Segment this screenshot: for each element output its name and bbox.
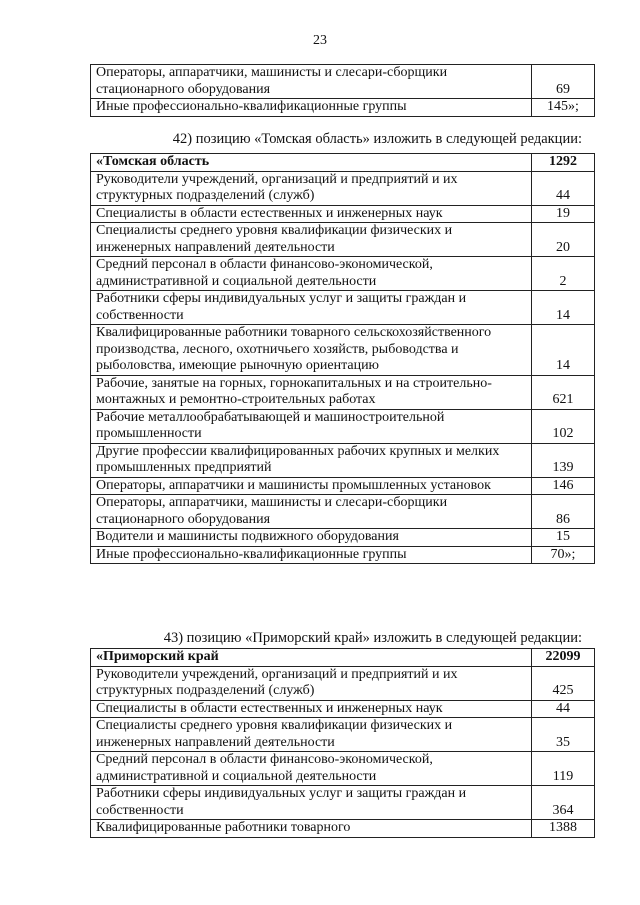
table-row bbox=[91, 529, 595, 547]
row-label: Операторы, аппаратчики, машинисты и слесари-сборщики стационарного оборудования bbox=[91, 65, 532, 99]
row-value: 14 bbox=[532, 325, 595, 376]
table-row bbox=[91, 409, 595, 443]
table-row bbox=[91, 171, 595, 205]
row-label: Операторы, аппаратчики и машинисты промышленных установок bbox=[91, 477, 532, 495]
row-value: 102 bbox=[532, 409, 595, 443]
region-total: 1292 bbox=[532, 154, 595, 172]
table-header-row bbox=[91, 649, 595, 667]
page-number: 23 bbox=[313, 33, 327, 48]
tomsk-table bbox=[90, 153, 595, 564]
row-label: Специалисты среднего уровня квалификации физических и инженерных направлений деятельности bbox=[91, 223, 532, 257]
table-row bbox=[91, 786, 595, 820]
table-row bbox=[91, 223, 595, 257]
row-label: Руководители учреждений, организаций и предприятий и их структурных подразделений (служб) bbox=[91, 666, 532, 700]
row-value: 35 bbox=[532, 718, 595, 752]
row-value: 364 bbox=[532, 786, 595, 820]
row-label: Работники сферы индивидуальных услуг и защиты граждан и собственности bbox=[91, 786, 532, 820]
table-row bbox=[91, 820, 595, 838]
table-row bbox=[91, 666, 595, 700]
region-name: «Приморский край bbox=[91, 649, 532, 667]
table-row bbox=[91, 205, 595, 223]
row-label: Специалисты в области естественных и инженерных наук bbox=[91, 205, 532, 223]
row-value: 2 bbox=[532, 257, 595, 291]
table-row bbox=[91, 291, 595, 325]
top-table bbox=[90, 64, 595, 117]
table-header-row bbox=[91, 154, 595, 172]
table-row bbox=[91, 495, 595, 529]
row-label: Рабочие металлообрабатывающей и машиностроительной промышленности bbox=[91, 409, 532, 443]
row-label: Иные профессионально-квалификационные группы bbox=[91, 99, 532, 117]
row-value: 20 bbox=[532, 223, 595, 257]
table-row bbox=[91, 325, 595, 376]
table-row bbox=[91, 718, 595, 752]
row-label: Другие профессии квалифицированных рабочих крупных и мелких промышленных предприятий bbox=[91, 443, 532, 477]
region-total: 22099 bbox=[532, 649, 595, 667]
row-label: Квалифицированные работники товарного сельскохозяйственного производства, лесного, охотничьего хозяйств, рыбоводства и рыболовства, имеющие рыночную ориентацию bbox=[91, 325, 532, 376]
row-label: Специалисты в области естественных и инженерных наук bbox=[91, 700, 532, 718]
paragraph-text: 43) позицию «Приморский край» изложить в следующей редакции: bbox=[163, 630, 582, 646]
row-label: Операторы, аппаратчики, машинисты и слесари-сборщики стационарного оборудования bbox=[91, 495, 532, 529]
row-label: Квалифицированные работники товарного bbox=[91, 820, 532, 838]
table-row bbox=[91, 375, 595, 409]
row-value: 119 bbox=[532, 752, 595, 786]
table-row bbox=[91, 257, 595, 291]
row-value: 69 bbox=[532, 65, 595, 99]
row-label: Рабочие, занятые на горных, горнокапитальных и на строительно-монтажных и ремонтно-строительных работах bbox=[91, 375, 532, 409]
table-row bbox=[91, 65, 595, 99]
row-value: 139 bbox=[532, 443, 595, 477]
paragraph-text: 42) позицию «Томская область» изложить в следующей редакции: bbox=[172, 131, 582, 147]
row-value: 19 bbox=[532, 205, 595, 223]
row-label: Иные профессионально-квалификационные группы bbox=[91, 546, 532, 564]
row-label: Средний персонал в области финансово-экономической, административной и социальной деятельности bbox=[91, 257, 532, 291]
row-value: 145»; bbox=[532, 99, 595, 117]
row-value: 15 bbox=[532, 529, 595, 547]
row-value: 1388 bbox=[532, 820, 595, 838]
row-value: 70»; bbox=[532, 546, 595, 564]
row-value: 621 bbox=[532, 375, 595, 409]
row-value: 44 bbox=[532, 700, 595, 718]
row-label: Специалисты среднего уровня квалификации физических и инженерных направлений деятельности bbox=[91, 718, 532, 752]
row-value: 44 bbox=[532, 171, 595, 205]
table-row bbox=[91, 477, 595, 495]
row-value: 146 bbox=[532, 477, 595, 495]
row-value: 86 bbox=[532, 495, 595, 529]
table-row bbox=[91, 99, 595, 117]
row-label: Работники сферы индивидуальных услуг и защиты граждан и собственности bbox=[91, 291, 532, 325]
row-label: Водители и машинисты подвижного оборудования bbox=[91, 529, 532, 547]
table-row bbox=[91, 700, 595, 718]
table-row bbox=[91, 752, 595, 786]
table-row bbox=[91, 443, 595, 477]
row-label: Руководители учреждений, организаций и предприятий и их структурных подразделений (служб) bbox=[91, 171, 532, 205]
primorsky-table bbox=[90, 648, 595, 838]
row-value: 14 bbox=[532, 291, 595, 325]
row-label: Средний персонал в области финансово-экономической, административной и социальной деятельности bbox=[91, 752, 532, 786]
row-value: 425 bbox=[532, 666, 595, 700]
table-row bbox=[91, 546, 595, 564]
region-name: «Томская область bbox=[91, 154, 532, 172]
